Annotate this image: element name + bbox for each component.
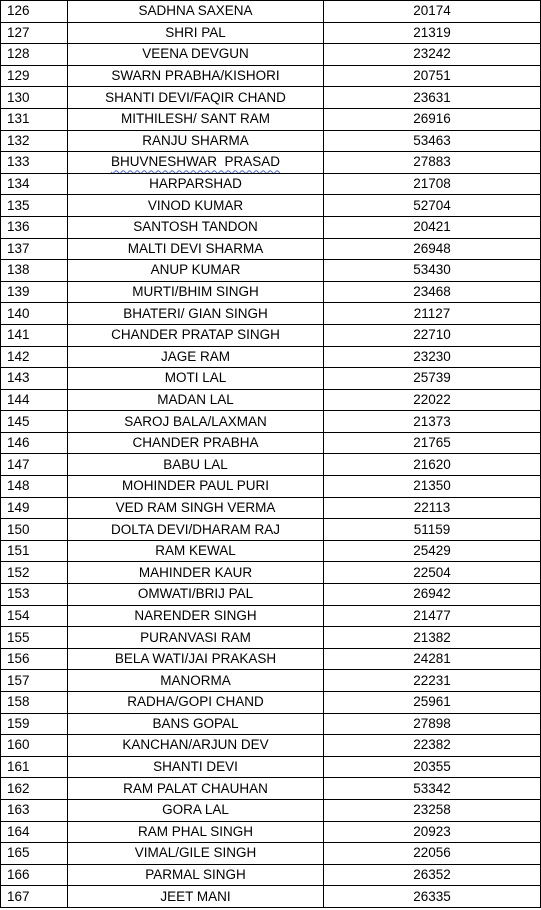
table-row (1, 605, 541, 627)
value-cell: 20751 (324, 65, 541, 87)
name-cell (68, 65, 324, 87)
table-row (1, 843, 541, 865)
row-number-cell: 167 (1, 886, 68, 908)
name-cell (68, 584, 324, 606)
value-cell: 21350 (324, 476, 541, 498)
row-number-cell: 153 (1, 584, 68, 606)
table-row (1, 324, 541, 346)
table-row (1, 65, 541, 87)
name-text: PARMAL SINGH (145, 867, 246, 883)
name-cell (68, 44, 324, 66)
row-number-cell: 138 (1, 260, 68, 282)
row-number-cell: 126 (1, 1, 68, 23)
table-body (1, 1, 541, 908)
row-number-cell: 146 (1, 432, 68, 454)
name-text: BELA WATI/JAI PRAKASH (114, 651, 277, 667)
row-number-cell: 158 (1, 692, 68, 714)
table-row (1, 389, 541, 411)
row-number-cell: 133 (1, 152, 68, 174)
name-cell (68, 368, 324, 390)
value-cell: 22113 (324, 497, 541, 519)
name-text: KANCHAN/ARJUN DEV (122, 737, 269, 753)
name-text: BABU LAL (163, 456, 228, 472)
name-cell (68, 152, 324, 174)
name-text: CHANDER PRATAP SINGH (111, 327, 280, 343)
table-row (1, 303, 541, 325)
row-number-cell: 137 (1, 238, 68, 260)
row-number-cell: 156 (1, 648, 68, 670)
row-number-cell: 131 (1, 108, 68, 130)
value-cell: 23468 (324, 281, 541, 303)
row-number-cell: 136 (1, 216, 68, 238)
table-row (1, 22, 541, 44)
value-cell: 26335 (324, 886, 541, 908)
value-cell: 22504 (324, 562, 541, 584)
value-cell: 53430 (324, 260, 541, 282)
value-cell: 20355 (324, 756, 541, 778)
table-row (1, 584, 541, 606)
row-number-cell: 134 (1, 173, 68, 195)
name-cell (68, 605, 324, 627)
name-text: SADHNA SAXENA (138, 3, 253, 19)
value-cell: 22382 (324, 735, 541, 757)
name-text: SAROJ BALA/LAXMAN (124, 413, 267, 429)
name-text: RAM PHAL SINGH (137, 823, 254, 839)
name-text: DOLTA DEVI/DHARAM RAJ (110, 521, 281, 537)
row-number-cell: 147 (1, 454, 68, 476)
table-row (1, 648, 541, 670)
value-cell: 20923 (324, 821, 541, 843)
name-cell (68, 303, 324, 325)
value-cell: 26916 (324, 108, 541, 130)
table-row (1, 864, 541, 886)
name-cell (68, 497, 324, 519)
row-number-cell: 127 (1, 22, 68, 44)
row-number-cell: 152 (1, 562, 68, 584)
value-cell: 21477 (324, 605, 541, 627)
table-row (1, 519, 541, 541)
name-cell (68, 87, 324, 109)
row-number-cell: 139 (1, 281, 68, 303)
row-number-cell: 145 (1, 411, 68, 433)
row-number-cell: 151 (1, 540, 68, 562)
table-row (1, 260, 541, 282)
name-text: BHUVNESHWAR PRASAD (110, 154, 281, 170)
name-cell (68, 22, 324, 44)
name-text: BHATERI/ GIAN SINGH (123, 305, 268, 321)
value-cell: 21319 (324, 22, 541, 44)
table-row (1, 195, 541, 217)
row-number-cell: 154 (1, 605, 68, 627)
table-row (1, 799, 541, 821)
name-text: SHANTI DEVI/FAQIR CHAND (105, 89, 286, 105)
name-text: MAHINDER KAUR (138, 564, 253, 580)
value-cell: 27898 (324, 713, 541, 735)
name-text: VINOD KUMAR (147, 197, 244, 213)
name-cell (68, 540, 324, 562)
name-text: JEET MANI (160, 888, 231, 904)
name-cell (68, 864, 324, 886)
table-row (1, 735, 541, 757)
table-row (1, 44, 541, 66)
row-number-cell: 165 (1, 843, 68, 865)
table-row (1, 281, 541, 303)
name-text: SHANTI DEVI (153, 759, 238, 775)
table-row (1, 540, 541, 562)
table-row (1, 692, 541, 714)
row-number-cell: 141 (1, 324, 68, 346)
name-text: MOHINDER PAUL PURI (121, 478, 270, 494)
value-cell: 26942 (324, 584, 541, 606)
value-cell: 20421 (324, 216, 541, 238)
name-text: RAM PALAT CHAUHAN (123, 780, 268, 796)
row-number-cell: 135 (1, 195, 68, 217)
row-number-cell: 164 (1, 821, 68, 843)
name-cell (68, 843, 324, 865)
table-row (1, 713, 541, 735)
table-row (1, 411, 541, 433)
name-text: VIMAL/GILE SINGH (134, 845, 257, 861)
row-number-cell: 140 (1, 303, 68, 325)
row-number-cell: 143 (1, 368, 68, 390)
row-number-cell: 155 (1, 627, 68, 649)
name-text: HARPARSHAD (149, 176, 242, 192)
table-row (1, 368, 541, 390)
name-cell (68, 281, 324, 303)
row-number-cell: 130 (1, 87, 68, 109)
value-cell: 24281 (324, 648, 541, 670)
value-cell: 23258 (324, 799, 541, 821)
row-number-cell: 128 (1, 44, 68, 66)
name-cell (68, 735, 324, 757)
name-cell (68, 195, 324, 217)
name-text: MITHILESH/ SANT RAM (120, 111, 271, 127)
name-cell (68, 324, 324, 346)
table-row (1, 130, 541, 152)
name-cell (68, 799, 324, 821)
value-cell: 52704 (324, 195, 541, 217)
value-cell: 21765 (324, 432, 541, 454)
value-cell: 23631 (324, 87, 541, 109)
value-cell: 51159 (324, 519, 541, 541)
value-cell: 25739 (324, 368, 541, 390)
table-row (1, 108, 541, 130)
value-cell: 22022 (324, 389, 541, 411)
name-cell (68, 886, 324, 908)
name-text: RAM KEWAL (155, 543, 236, 559)
name-text: RADHA/GOPI CHAND (127, 694, 264, 710)
name-cell (68, 1, 324, 23)
name-text: GORA LAL (162, 802, 229, 818)
name-text: SWARN PRABHA/KISHORI (111, 68, 280, 84)
value-cell: 21127 (324, 303, 541, 325)
name-cell (68, 173, 324, 195)
value-cell: 21382 (324, 627, 541, 649)
table-row (1, 821, 541, 843)
name-cell (68, 627, 324, 649)
table-row (1, 476, 541, 498)
name-text: MADAN LAL (157, 391, 234, 407)
value-cell: 20174 (324, 1, 541, 23)
table-row (1, 152, 541, 174)
name-cell (68, 562, 324, 584)
name-text: RANJU SHARMA (142, 132, 249, 148)
name-cell (68, 519, 324, 541)
name-cell (68, 692, 324, 714)
name-text: VED RAM SINGH VERMA (115, 499, 276, 515)
row-number-cell: 129 (1, 65, 68, 87)
value-cell: 23242 (324, 44, 541, 66)
row-number-cell: 149 (1, 497, 68, 519)
table-row (1, 454, 541, 476)
value-cell: 53463 (324, 130, 541, 152)
table-row (1, 497, 541, 519)
table-row (1, 238, 541, 260)
name-cell (68, 411, 324, 433)
name-cell (68, 260, 324, 282)
name-text: VEENA DEVGUN (142, 46, 249, 62)
value-cell: 27883 (324, 152, 541, 174)
row-number-cell: 161 (1, 756, 68, 778)
value-cell: 26948 (324, 238, 541, 260)
name-text: PURANVASI RAM (140, 629, 251, 645)
name-cell (68, 476, 324, 498)
value-cell: 21373 (324, 411, 541, 433)
name-text: MURTI/BHIM SINGH (132, 284, 259, 300)
value-cell: 22056 (324, 843, 541, 865)
row-number-cell: 150 (1, 519, 68, 541)
table-row (1, 627, 541, 649)
value-cell: 26352 (324, 864, 541, 886)
name-text: MANORMA (160, 672, 231, 688)
name-cell (68, 821, 324, 843)
row-number-cell: 144 (1, 389, 68, 411)
name-text: ANUP KUMAR (150, 262, 241, 278)
name-text: JAGE RAM (160, 348, 230, 364)
name-text: BANS GOPAL (152, 715, 239, 731)
row-number-cell: 159 (1, 713, 68, 735)
table-row (1, 778, 541, 800)
name-text: SHRI PAL (165, 24, 226, 40)
name-text: SANTOSH TANDON (133, 219, 258, 235)
table-row (1, 886, 541, 908)
name-text: NARENDER SINGH (134, 607, 257, 623)
name-cell (68, 648, 324, 670)
name-text: MOTI LAL (164, 370, 227, 386)
row-number-cell: 162 (1, 778, 68, 800)
name-cell (68, 756, 324, 778)
name-cell (68, 713, 324, 735)
name-cell (68, 216, 324, 238)
row-number-cell: 142 (1, 346, 68, 368)
value-cell: 21708 (324, 173, 541, 195)
row-number-cell: 148 (1, 476, 68, 498)
row-number-cell: 157 (1, 670, 68, 692)
name-cell (68, 454, 324, 476)
name-text: OMWATI/BRIJ PAL (137, 586, 254, 602)
row-number-cell: 166 (1, 864, 68, 886)
table-row (1, 173, 541, 195)
table-row (1, 87, 541, 109)
name-text: CHANDER PRABHA (132, 435, 259, 451)
row-number-cell: 132 (1, 130, 68, 152)
value-cell: 25429 (324, 540, 541, 562)
value-cell: 25961 (324, 692, 541, 714)
table-row (1, 670, 541, 692)
table-row (1, 432, 541, 454)
name-cell (68, 238, 324, 260)
name-text: MALTI DEVI SHARMA (127, 240, 264, 256)
value-cell: 23230 (324, 346, 541, 368)
value-cell: 21620 (324, 454, 541, 476)
name-cell (68, 130, 324, 152)
row-number-cell: 163 (1, 799, 68, 821)
name-cell (68, 670, 324, 692)
table-row (1, 1, 541, 23)
name-cell (68, 346, 324, 368)
name-cell (68, 778, 324, 800)
table-row (1, 216, 541, 238)
name-cell (68, 432, 324, 454)
table-row (1, 346, 541, 368)
value-cell: 22231 (324, 670, 541, 692)
row-number-cell: 160 (1, 735, 68, 757)
name-cell (68, 108, 324, 130)
name-cell (68, 389, 324, 411)
value-cell: 22710 (324, 324, 541, 346)
table-row (1, 562, 541, 584)
table-row (1, 756, 541, 778)
value-cell: 53342 (324, 778, 541, 800)
